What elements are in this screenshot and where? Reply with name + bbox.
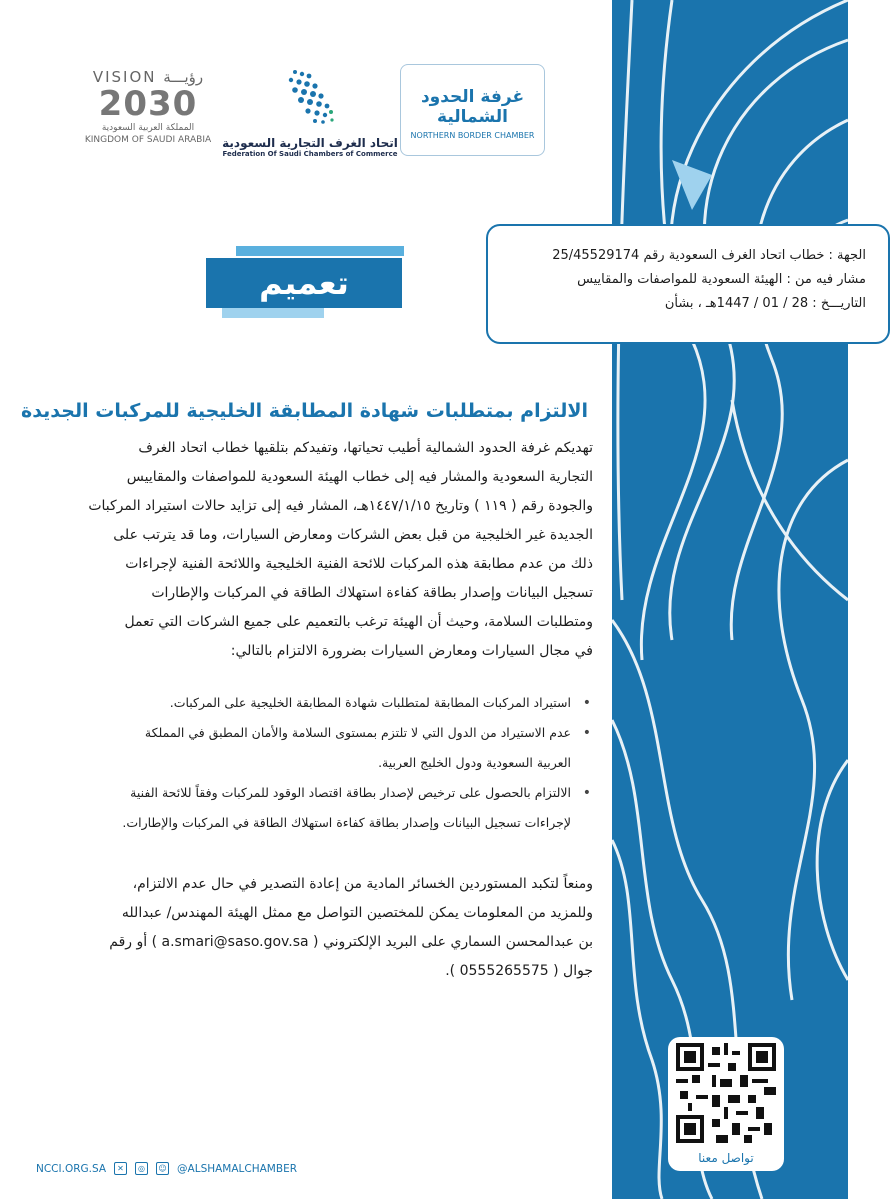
reference-referred-from: مشار فيه من : الهيئة السعودية للمواصفات والمقاييس (577, 272, 866, 287)
footer (36, 1162, 297, 1175)
list-item-text: • الالتزام بالحصول على ترخيص لإصدار بطاقة اقتصاد الوقود للمركبات وفقاً للائحة الفنية (130, 785, 571, 800)
body-line: والجودة رقم ( ١١٩ ) وتاريخ ١٤٤٧/١/١٥هـ، المشار فيه إلى تزايد حالات استيراد المركبات (88, 498, 593, 514)
body-line: ومتطلبات السلامة، وحيث أن الهيئة ترغب بالتعميم على جميع الشركات التي تعمل (124, 614, 593, 630)
contact-qr-card[interactable] (668, 1037, 784, 1171)
vision-number: 2030 (98, 84, 198, 124)
body-line: تسجيل البيانات وإصدار بطاقة كفاءة استهلاك الطاقة في المركبات والإطارات (151, 585, 593, 601)
page-title: الالتزام بمتطلبات شهادة المطابقة الخليجية للمركبات الجديدة (20, 400, 588, 422)
body-line: الجديدة غير الخليجية من قبل بعض الشركات ومعارض السيارات، وما قد يترتب على (113, 527, 593, 543)
snapchat-icon[interactable]: ☺ (156, 1162, 169, 1175)
circular-label (206, 258, 402, 308)
vision-2030-logo (78, 68, 218, 146)
header-logos (70, 60, 550, 170)
qr-label: تواصل معنا (698, 1151, 754, 1165)
vision-word: VISION (92, 68, 157, 86)
list-item-text: • استيراد المركبات المطابقة لمتطلبات شهادة المطابقة الخليجية على المركبات. (169, 695, 571, 710)
closing-line: وللمزيد من المعلومات يمكن للمختصين التواصل مع ممثل الهيئة المهندس/ عبدالله (121, 905, 593, 921)
list-item-text: العربية السعودية ودول الخليج العربية. (378, 755, 571, 770)
reference-info-box (486, 224, 890, 344)
accent-bar-top (236, 246, 404, 256)
vision-arabic: رؤيـــة (163, 68, 204, 86)
instagram-icon[interactable]: ◎ (135, 1162, 148, 1175)
contour-pattern (612, 0, 848, 1199)
website-link[interactable]: NCCI.ORG.SA (36, 1162, 107, 1175)
accent-bar-bottom (222, 308, 324, 318)
vision-kingdom-arabic: المملكة العربية السعودية (101, 123, 195, 133)
body-line: التجارية السعودية والمشار فيه إلى خطاب الهيئة السعودية للمواصفات والمقاييس (126, 469, 593, 485)
northern-border-chamber-logo (400, 64, 545, 156)
federation-english-name: Federation Of Saudi Chambers of Commerce (222, 150, 398, 158)
closing-line: جوال ( 0555265575 ). (445, 963, 593, 979)
federation-arabic-name: اتحاد الغرف التجارية السعودية (222, 136, 398, 150)
requirements-list (33, 688, 593, 838)
x-icon[interactable]: ✕ (114, 1162, 127, 1175)
list-item (33, 688, 593, 718)
list-item-text: لإجراءات تسجيل البيانات وإصدار بطاقة كفاءة استهلاك الطاقة في المركبات والإطارات. (122, 815, 571, 830)
vision-kingdom-english: KINGDOM OF SAUDI ARABIA (84, 135, 212, 145)
body-line: في مجال السيارات ومعارض السيارات بضرورة الالتزام بالتالي: (230, 643, 593, 659)
closing-line: بن عبدالمحسن السماري على البريد الإلكتروني ( a.smari@saso.gov.sa ) أو رقم (109, 934, 593, 950)
list-item (33, 778, 593, 838)
federation-map-icon (275, 62, 345, 132)
qr-code-icon[interactable] (676, 1043, 776, 1143)
body-line: تهديكم غرفة الحدود الشمالية أطيب تحياتها، وتفيدكم بتلقيها خطاب اتحاد الغرف (138, 440, 593, 456)
chamber-arabic-name: غرفة الحدود الشمالية (420, 87, 525, 127)
body-line: ذلك من عدم مطابقة هذه المركبات للائحة الفنية الخليجية واللائحة الفنية لإجراءات (125, 556, 593, 572)
closing-line: ومنعاً لتكبد المستوردين الخسائر المادية من إعادة التصدير في حال عدم الالتزام، (132, 876, 593, 892)
chamber-english-name: NORTHERN BORDER CHAMBER (410, 131, 535, 140)
list-item (33, 718, 593, 778)
social-handle[interactable]: @ALSHAMALCHAMBER (177, 1162, 298, 1175)
reference-date: التاريـــخ : 28 / 01 / 1447هـ ، بشأن (664, 296, 866, 311)
reference-source: الجهة : خطاب اتحاد الغرف السعودية رقم 25/45529174 (552, 248, 866, 263)
circular-label-text: تعميم (259, 264, 349, 302)
federation-logo (220, 62, 400, 158)
list-item-text: • عدم الاستيراد من الدول التي لا تلتزم بمستوى السلامة والأمان المطبق في المملكة (144, 725, 571, 740)
decorative-side-band (612, 0, 848, 1199)
